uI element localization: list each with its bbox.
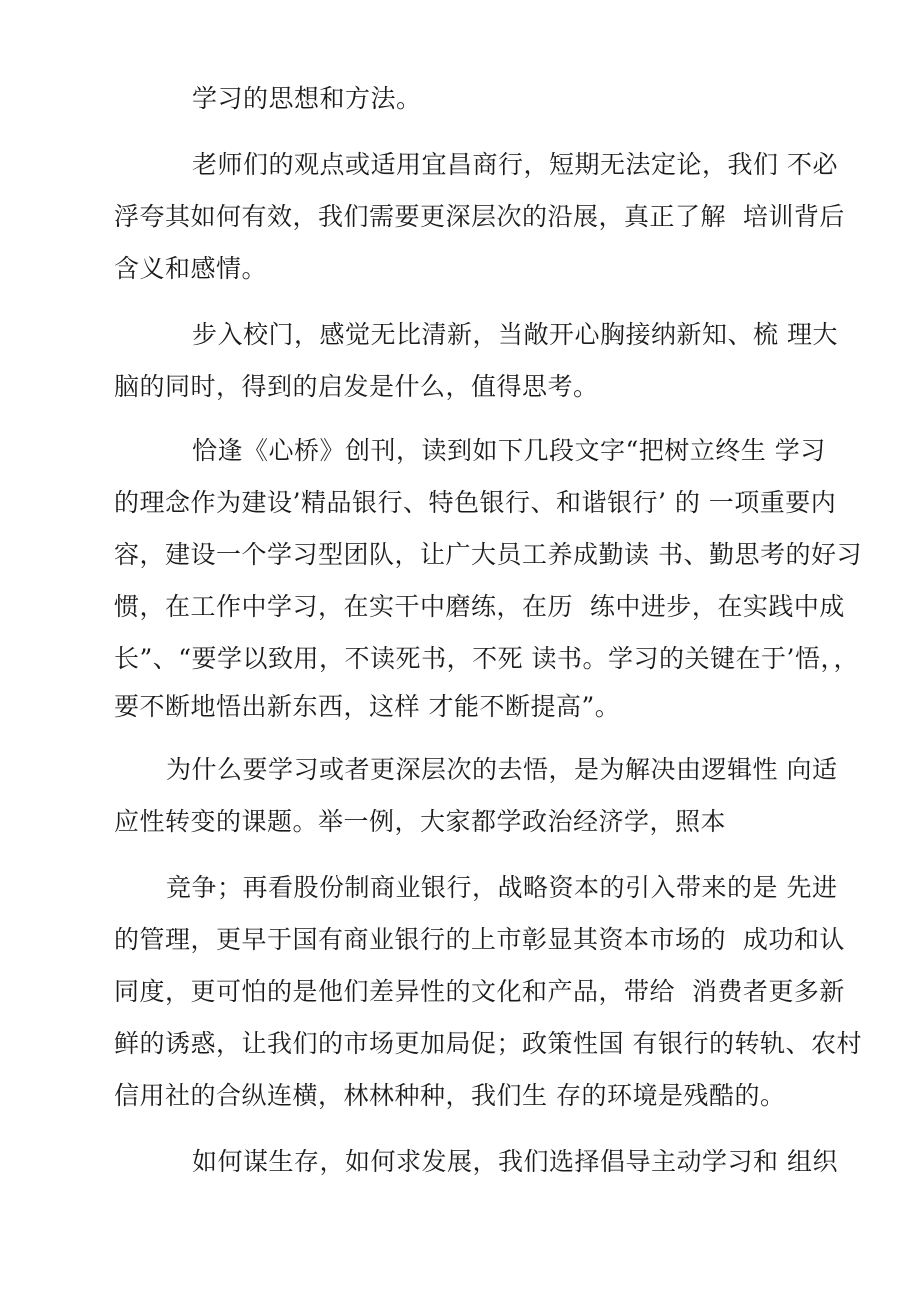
paragraph-3-line-2: 脑的同时，得到的启发是什么，值得思考。	[114, 372, 599, 401]
paragraph-4-line-2: 的理念作为建设’精品银行、特色银行、和谐银行’ 的 一项重要内	[114, 488, 837, 517]
paragraph-3-line-1: 步入校门，感觉无比清新，当敞开心胸接纳新知、梳 理大	[192, 320, 838, 349]
paragraph-2-line-1: 老师们的观点或适用宜昌商行，短期无法定论，我们 不必	[192, 150, 838, 179]
paragraph-5-line-2: 应性转变的课题。举一例，大家都学政治经济学，照本	[114, 807, 727, 836]
paragraph-6-line-4: 鲜的诱惑，让我们的市场更加局促；政策性国 有银行的转轨、农村	[114, 1029, 862, 1058]
paragraph-5-line-1: 为什么要学习或者更深层次的去悟，是为解决由逻辑性 向适	[166, 755, 838, 784]
paragraph-7-line-1: 如何谋生存，如何求发展，我们选择倡导主动学习和 组织	[192, 1147, 838, 1176]
paragraph-6-line-3: 同度，更可怕的是他们差异性的文化和产品，带给 消费者更多新	[114, 977, 845, 1006]
paragraph-1-line-1: 学习的思想和方法。	[192, 84, 422, 113]
paragraph-4-line-5: 长”、“要学以致用，不读死书，不死 读书。学习的关键在于’悟，，	[114, 644, 859, 673]
paragraph-4-line-3: 容，建设一个学习型团队，让广大员工养成勤读 书、勤思考的好习	[114, 540, 862, 569]
paragraph-6-line-2: 的管理，更早于国有商业银行的上市彰显其资本市场的 成功和认	[114, 925, 845, 954]
paragraph-4-line-4: 惯，在工作中学习，在实干中磨练，在历 练中进步，在实践中成	[114, 592, 845, 621]
paragraph-6-line-1: 竞争；再看股份制商业银行，战略资本的引入带来的是 先进	[166, 873, 838, 902]
paragraph-6-line-5: 信用社的合纵连横，林林种种，我们生 存的环境是残酷的。	[114, 1081, 786, 1110]
paragraph-2-line-2: 浮夸其如何有效，我们需要更深层次的沿展，真正了解 培训背后	[114, 202, 845, 231]
paragraph-4-line-6: 要不断地悟出新东西，这样 才能不断提高”。	[114, 692, 621, 721]
paragraph-4-line-1: 恰逢《心桥》创刊，读到如下几段文字“把树立终生 学习	[192, 436, 826, 465]
paragraph-2-line-3: 含义和感情。	[114, 254, 268, 283]
